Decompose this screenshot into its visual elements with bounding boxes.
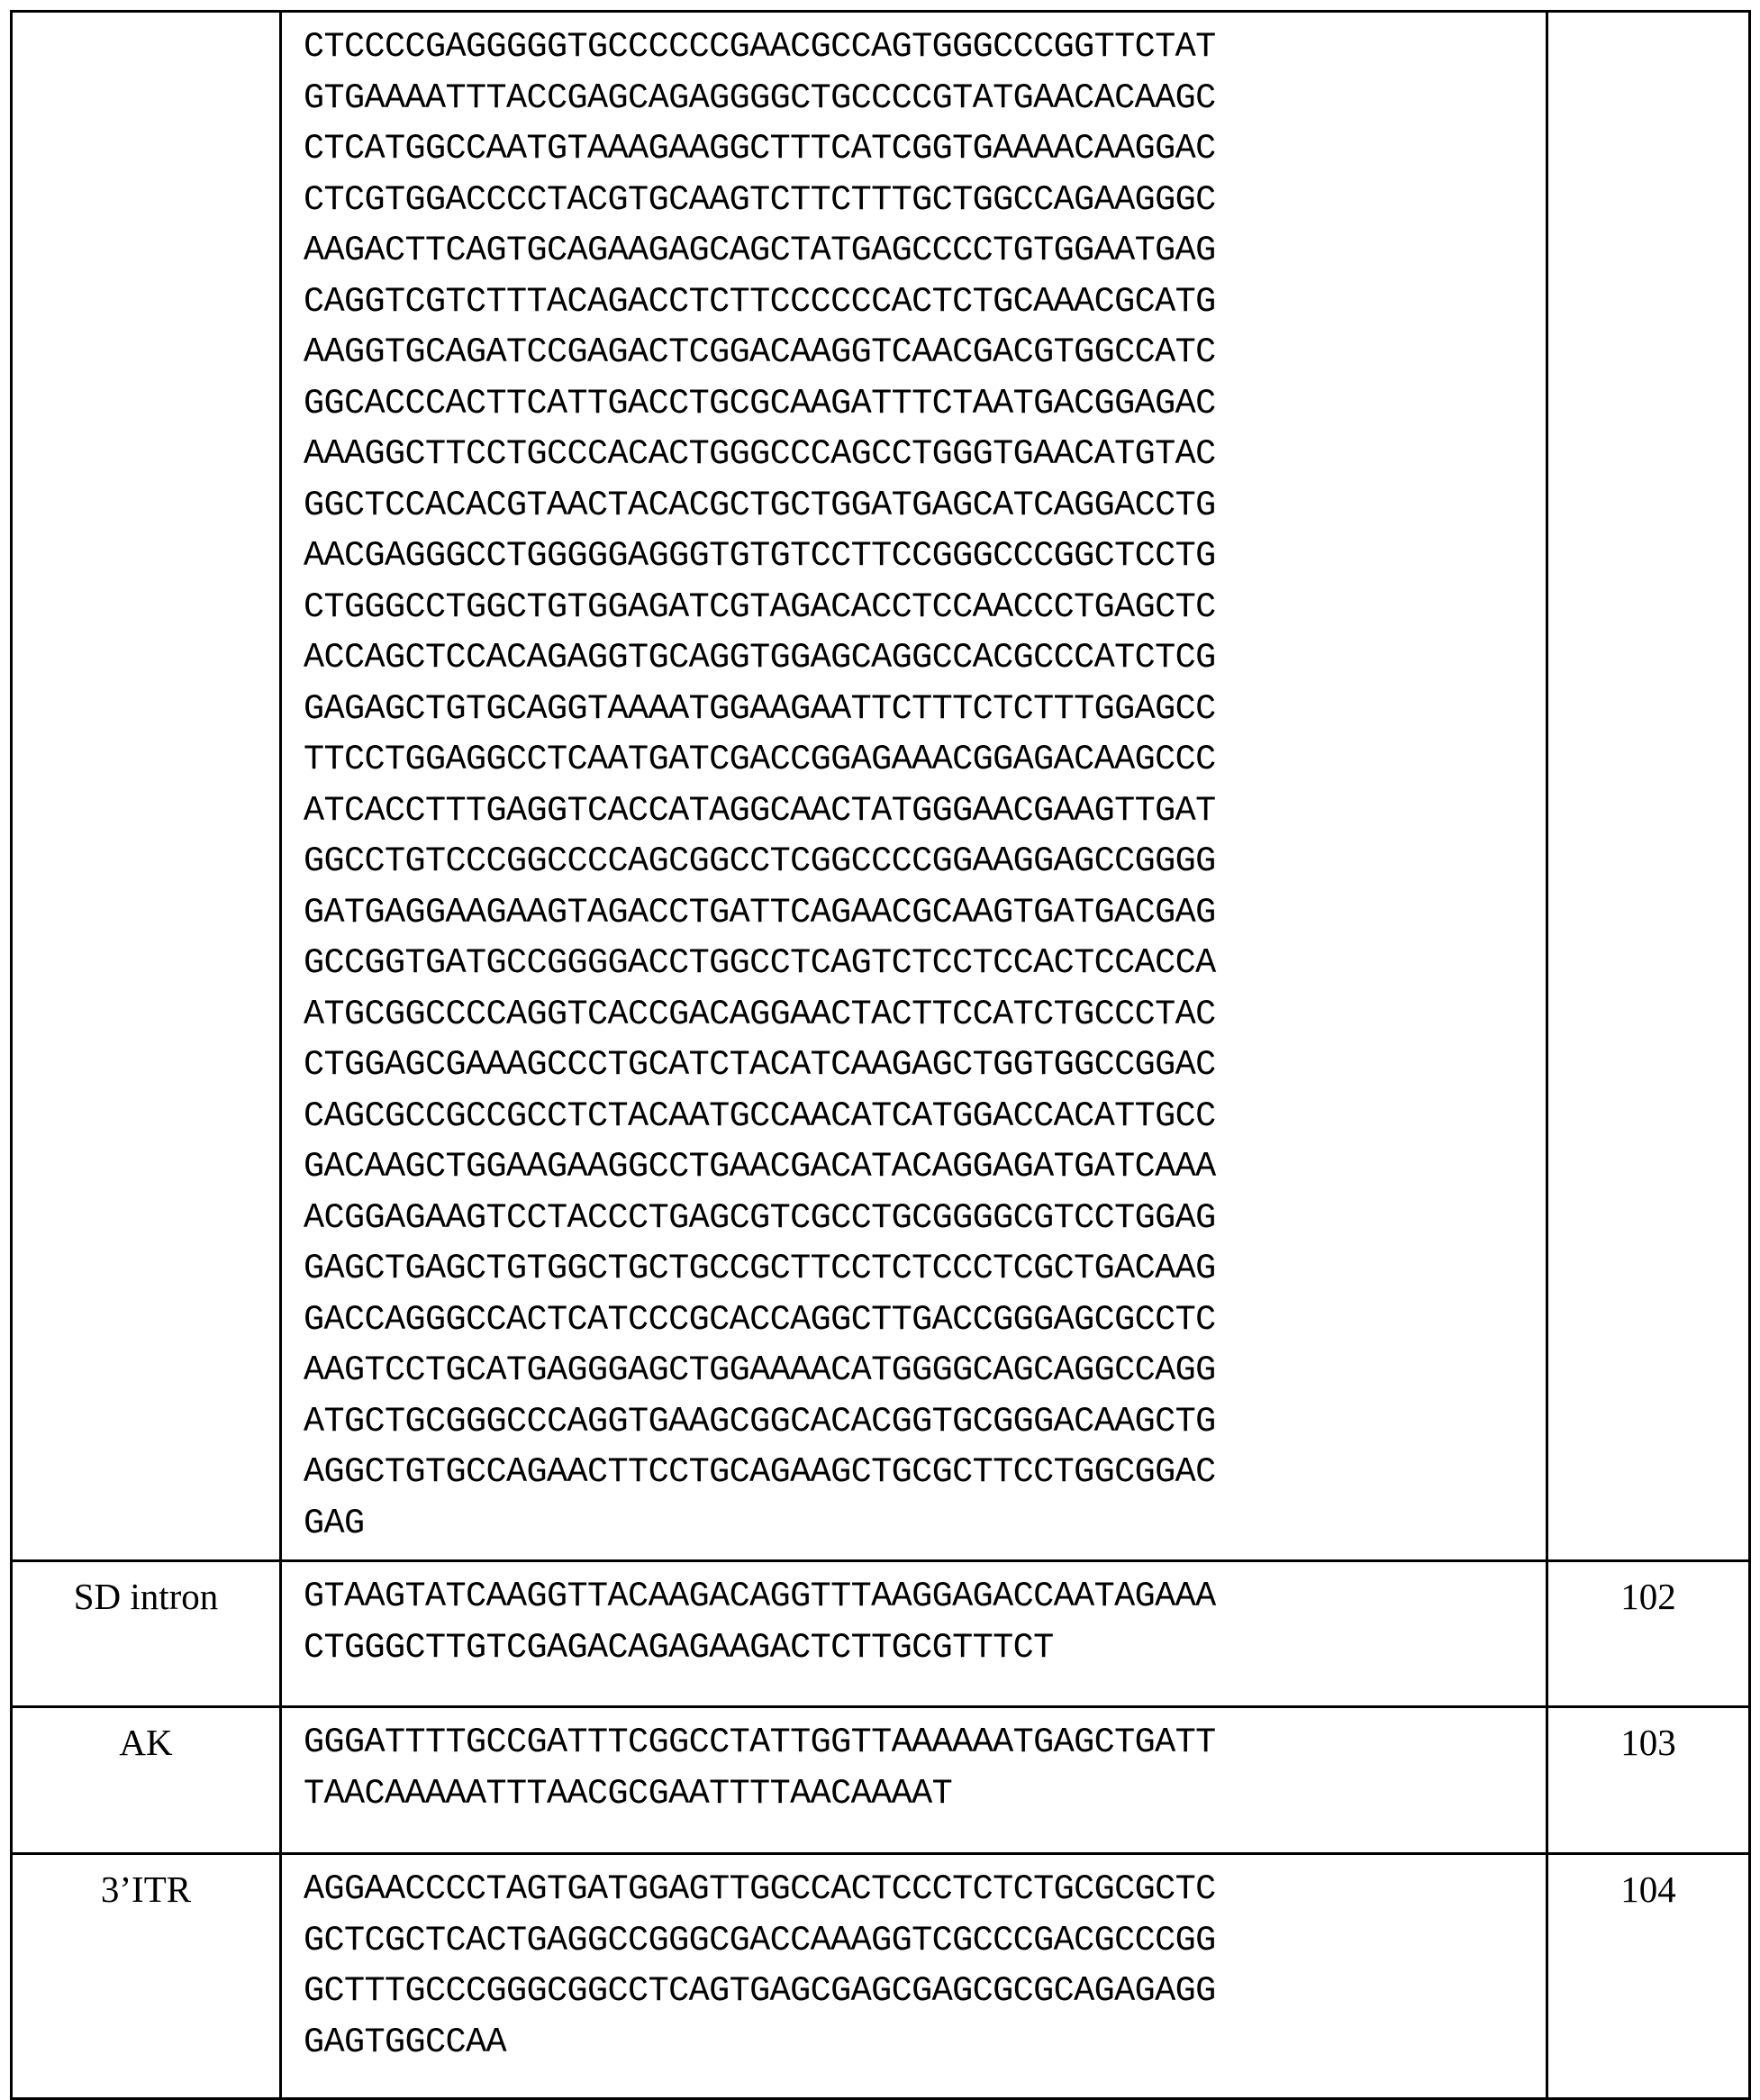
sequence-line: ATCACCTTTGAGGTCACCATAGGCAACTATGGGAACGAAGTTGAT <box>304 790 1216 831</box>
sequence-line: ATGCTGCGGGCCCAGGTGAAGCGGCACACGGTGCGGGACAAGCTG <box>304 1401 1216 1441</box>
sequence-cell <box>281 1561 1547 1707</box>
seq-id-cell <box>1547 1854 1750 2099</box>
element-name: SD intron <box>73 1576 219 1617</box>
sequence-line: GGCACCCACTTCATTGACCTGCGCAAGATTTCTAATGACGGAGAC <box>304 383 1216 423</box>
sequence-cell <box>281 1854 1547 2099</box>
sequence-line: AAAGGCTTCCTGCCCACACTGGGCCCAGCCTGGGTGAACATGTAC <box>304 434 1216 474</box>
sequence-line: GACAAGCTGGAAGAAGGCCTGAACGACATACAGGAGATGATCAAA <box>304 1147 1216 1186</box>
sequence-line: AAGTCCTGCATGAGGGAGCTGGAAAACATGGGGCAGCAGGCCAGG <box>304 1350 1216 1390</box>
seq-id-cell <box>1547 1707 1750 1854</box>
element-name-cell <box>12 1854 281 2099</box>
sequence-line: AACGAGGGCCTGGGGGAGGGTGTGTCCTTCCGGGCCCGGCTCCTG <box>304 536 1216 576</box>
element-name: 3’ITR <box>100 1868 192 1910</box>
sequence-line: GTAAGTATCAAGGTTACAAGACAGGTTTAAGGAGACCAATAGAAA <box>304 1577 1216 1616</box>
sequence-line: TTCCTGGAGGCCTCAATGATCGACCGGAGAAACGGAGACAAGCCC <box>304 740 1216 779</box>
sequence-line: CAGGTCGTCTTTACAGACCTCTTCCCCCCACTCTGCAAACGCATG <box>304 281 1216 322</box>
table-row <box>12 1854 1750 2099</box>
seq-id: 103 <box>1620 1722 1676 1763</box>
seq-id: 102 <box>1620 1576 1676 1617</box>
sequence-line: CTCCCCGAGGGGGTGCCCCCCGAACGCCAGTGGGCCCGGTTCTAT <box>304 27 1216 67</box>
sequence-line: GCTTTGCCCGGGCGGCCTCAGTGAGCGAGCGAGCGCGCAGAGAGG <box>304 1971 1216 2011</box>
sequence-cell <box>281 1707 1547 1854</box>
sequence-line: GATGAGGAAGAAGTAGACCTGATTCAGAACGCAAGTGATGACGAG <box>304 892 1216 932</box>
sequence-line: GTGAAAATTTACCGAGCAGAGGGGCTGCCCCGTATGAACACAAGC <box>304 77 1216 118</box>
sequence-line: CTGGAGCGAAAGCCCTGCATCTACATCAAGAGCTGGTGGCCGGAC <box>304 1045 1216 1085</box>
sequence-line: AGGCTGTGCCAGAACTTCCTGCAGAAGCTGCGCTTCCTGGCGGAC <box>304 1452 1216 1492</box>
element-name-cell <box>12 1561 281 1707</box>
sequence-cell <box>281 12 1547 1561</box>
sequence-line: GAGAGCTGTGCAGGTAAAATGGAAGAATTCTTTCTCTTTGGAGCC <box>304 688 1216 729</box>
sequence-line: GGCCTGTCCCGGCCCCAGCGGCCTCGGCCCCGGAAGGAGCCGGGG <box>304 841 1216 881</box>
element-name-cell <box>12 1707 281 1854</box>
table-row <box>12 1561 1750 1707</box>
sequence-line: CAGCGCCGCCGCCTCTACAATGCCAACATCATGGACCACATTGCC <box>304 1095 1216 1136</box>
sequence-line: AGGAACCCCTAGTGATGGAGTTGGCCACTCCCTCTCTGCGCGCTC <box>304 1869 1216 1909</box>
sequence-line: GAGCTGAGCTGTGGCTGCTGCCGCTTCCTCTCCCTCGCTGACAAG <box>304 1249 1216 1288</box>
sequence-line: GCTCGCTCACTGAGGCCGGGCGACCAAAGGTCGCCCGACGCCCGG <box>304 1920 1216 1960</box>
sequence-line: CTGGGCTTGTCGAGACAGAGAAGACTCTTGCGTTTCT <box>304 1627 1054 1668</box>
sequence-line: ACGGAGAAGTCCTACCCTGAGCGTCGCCTGCGGGGCGTCCTGGAG <box>304 1197 1216 1238</box>
element-name-cell <box>12 12 281 1561</box>
sequence-line: GACCAGGGCCACTCATCCCGCACCAGGCTTGACCGGGAGCGCCTC <box>304 1299 1216 1340</box>
sequence-line: GGCTCCACACGTAACTACACGCTGCTGGATGAGCATCAGGACCTG <box>304 485 1216 525</box>
sequence-line: ACCAGCTCCACAGAGGTGCAGGTGGAGCAGGCCACGCCCATCTCG <box>304 638 1216 677</box>
sequence-line: GGGATTTTGCCGATTTCGGCCTATTGGTTAAAAAATGAGCTGATT <box>304 1723 1216 1762</box>
seq-id-cell <box>1547 12 1750 1561</box>
element-name: AK <box>119 1722 173 1763</box>
table-row <box>12 12 1750 1561</box>
seq-id: 104 <box>1620 1868 1676 1910</box>
sequence-line: GAG <box>304 1503 365 1543</box>
sequence-line: CTCATGGCCAATGTAAAGAAGGCTTTCATCGGTGAAAACAAGGAC <box>304 129 1216 168</box>
sequence-line: GCCGGTGATGCCGGGGACCTGGCCTCAGTCTCCTCCACTCCACCA <box>304 943 1216 983</box>
sequence-line: AAGACTTCAGTGCAGAAGAGCAGCTATGAGCCCCTGTGGAATGAG <box>304 231 1216 270</box>
sequence-line: GAGTGGCCAA <box>304 2022 507 2062</box>
sequence-table <box>10 10 1751 2100</box>
sequence-line: CTCGTGGACCCCTACGTGCAAGTCTTCTTTGCTGGCCAGAAGGGC <box>304 179 1216 220</box>
sequence-line: AAGGTGCAGATCCGAGACTCGGACAAGGTCAACGACGTGGCCATC <box>304 332 1216 372</box>
sequence-line: ATGCGGCCCCAGGTCACCGACAGGAACTACTTCCATCTGCCCTAC <box>304 994 1216 1034</box>
table-row <box>12 1707 1750 1854</box>
sequence-line: CTGGGCCTGGCTGTGGAGATCGTAGACACCTCCAACCCTGAGCTC <box>304 586 1216 627</box>
sequence-line: TAACAAAAATTTAACGCGAATTTTAACAAAAT <box>304 1773 953 1814</box>
seq-id-cell <box>1547 1561 1750 1707</box>
